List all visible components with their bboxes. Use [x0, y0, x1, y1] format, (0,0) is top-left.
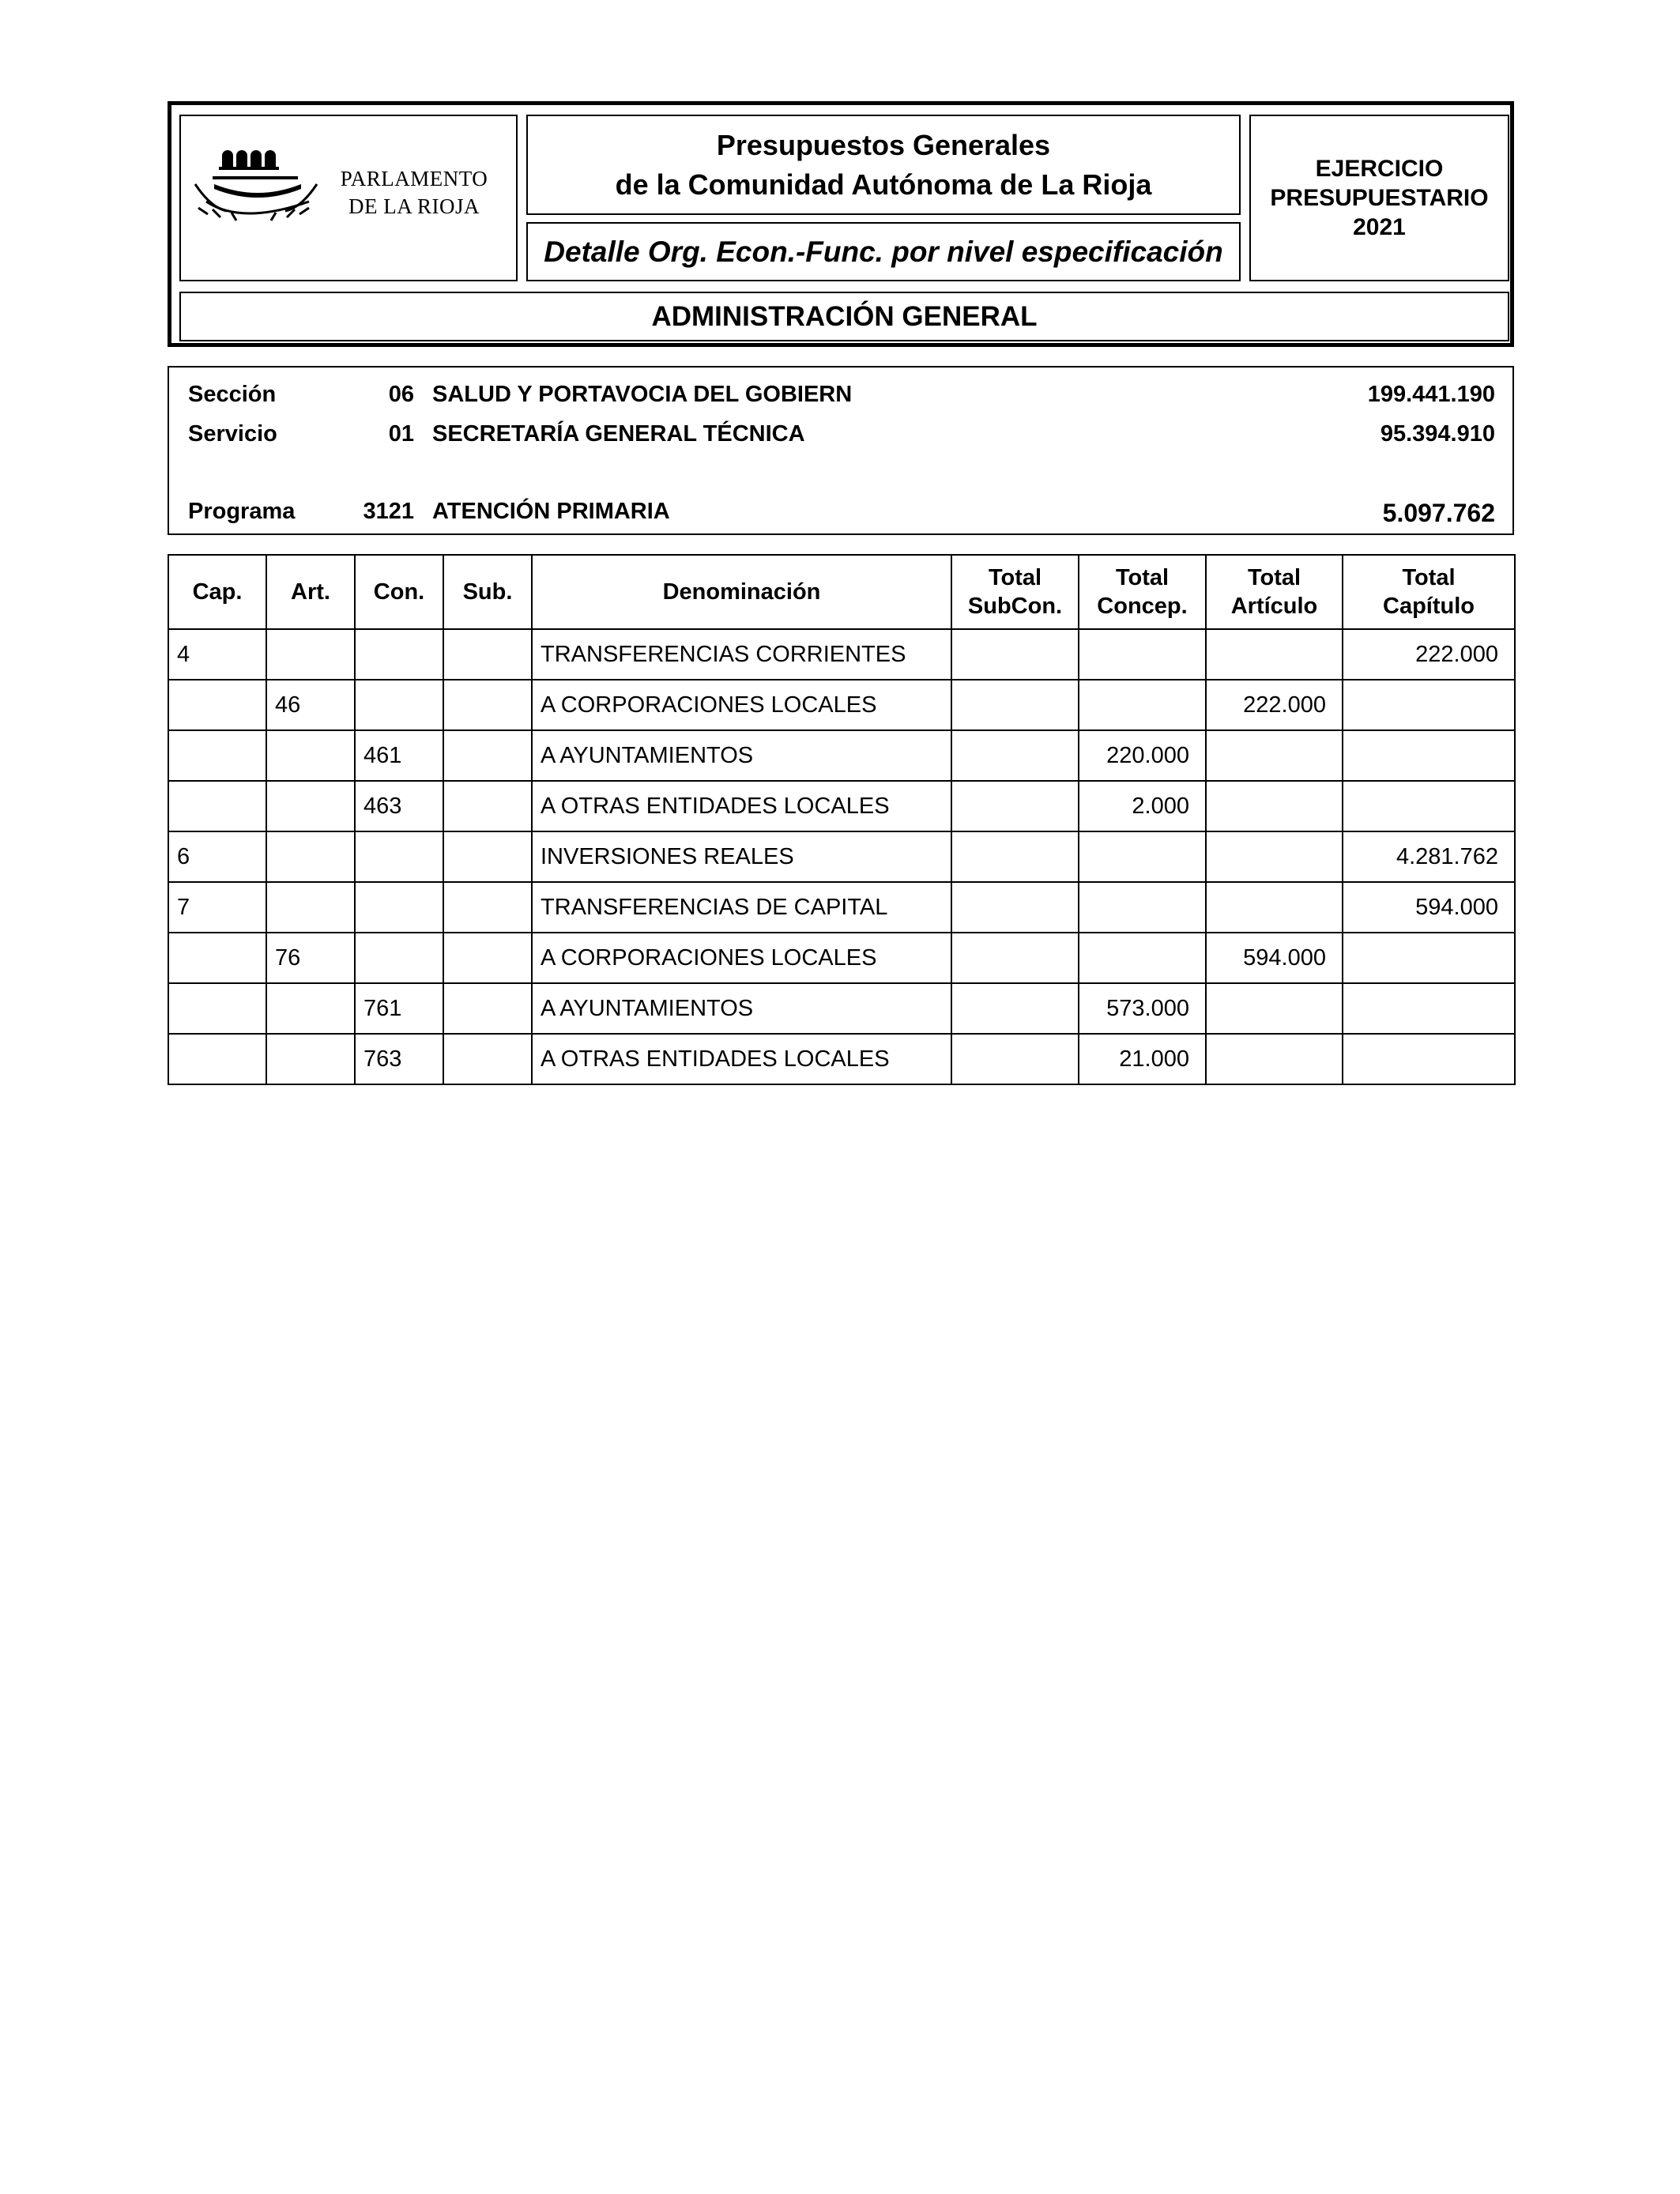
seccion-amount: 199.441.190: [1367, 382, 1495, 407]
ejercicio-year: 2021: [1353, 214, 1406, 240]
cell-total-subcon: [951, 831, 1079, 882]
seccion-name: SALUD Y PORTAVOCIA DEL GOBIERN: [432, 382, 853, 407]
cell-total-capitulo: [1343, 1034, 1515, 1084]
cell-art: [266, 781, 355, 831]
cell-total-concep: [1079, 831, 1206, 882]
document-header: [168, 101, 1514, 347]
cell-total-subcon: [951, 983, 1079, 1034]
table-header-row: [168, 555, 1515, 629]
seccion-code: 06: [388, 382, 414, 407]
cell-denominacion: A AYUNTAMIENTOS: [532, 730, 951, 781]
cell-denominacion: A AYUNTAMIENTOS: [532, 983, 951, 1034]
cell-total-articulo: [1206, 1034, 1343, 1084]
title-line1: Presupuestos Generales: [716, 128, 1051, 161]
col-header-total-concep: [1079, 555, 1206, 629]
table-row: [168, 629, 1515, 680]
cell-con: [355, 882, 443, 933]
cell-total-capitulo: [1343, 730, 1515, 781]
cell-art: 76: [266, 933, 355, 983]
cell-denominacion: TRANSFERENCIAS CORRIENTES: [532, 629, 951, 680]
table-row: [168, 781, 1515, 831]
cell-con: [355, 933, 443, 983]
cell-total-capitulo: 4.281.762: [1343, 831, 1515, 882]
cell-con: 761: [355, 983, 443, 1034]
cell-sub: [443, 831, 532, 882]
cell-con: [355, 629, 443, 680]
org-info-box: [168, 366, 1514, 535]
document-subtitle: Detalle Org. Econ.-Func. por nivel especificación: [526, 222, 1241, 281]
cell-denominacion: A CORPORACIONES LOCALES: [532, 680, 951, 730]
table-row: [168, 933, 1515, 983]
cell-total-articulo: [1206, 629, 1343, 680]
header-line: Concep.: [1097, 594, 1188, 619]
cell-total-concep: [1079, 629, 1206, 680]
servicio-label: Servicio: [188, 421, 277, 447]
col-header-total-capitulo: [1343, 555, 1515, 629]
table-row: [168, 882, 1515, 933]
cell-sub: [443, 629, 532, 680]
cell-cap: [168, 730, 266, 781]
cell-total-subcon: [951, 933, 1079, 983]
cell-total-subcon: [951, 730, 1079, 781]
cell-total-concep: [1079, 933, 1206, 983]
header-line: Artículo: [1230, 594, 1318, 619]
header-line: Total: [1402, 565, 1456, 590]
cell-con: 461: [355, 730, 443, 781]
cell-total-subcon: [951, 680, 1079, 730]
cell-cap: [168, 1034, 266, 1084]
cell-total-subcon: [951, 629, 1079, 680]
seccion-row: [169, 382, 1512, 413]
cell-cap: [168, 781, 266, 831]
cell-sub: [443, 730, 532, 781]
cell-total-articulo: [1206, 882, 1343, 933]
presupuestario-label: PRESUPUESTARIO: [1270, 185, 1489, 211]
cell-cap: [168, 680, 266, 730]
cell-total-articulo: [1206, 781, 1343, 831]
cell-total-concep: [1079, 882, 1206, 933]
cell-denominacion: A CORPORACIONES LOCALES: [532, 933, 951, 983]
col-header-con: Con.: [355, 555, 443, 629]
cell-total-concep: 2.000: [1079, 781, 1206, 831]
cell-con: 463: [355, 781, 443, 831]
ejercicio-panel: [1249, 115, 1509, 281]
programa-code: 3121: [363, 499, 414, 524]
servicio-amount: 95.394.910: [1380, 421, 1495, 447]
col-header-cap: Cap.: [168, 555, 266, 629]
table-row: [168, 1034, 1515, 1084]
cell-cap: [168, 933, 266, 983]
cell-total-capitulo: 594.000: [1343, 882, 1515, 933]
cell-total-articulo: 594.000: [1206, 933, 1343, 983]
cell-total-articulo: [1206, 983, 1343, 1034]
servicio-row: [169, 421, 1512, 453]
cell-denominacion: TRANSFERENCIAS DE CAPITAL: [532, 882, 951, 933]
cell-denominacion: A OTRAS ENTIDADES LOCALES: [532, 781, 951, 831]
parlamento-name: [319, 165, 509, 221]
cell-total-capitulo: [1343, 933, 1515, 983]
parlamento-name-line1: PARLAMENTO: [340, 167, 488, 190]
cell-total-capitulo: [1343, 680, 1515, 730]
administracion-banner: ADMINISTRACIÓN GENERAL: [179, 292, 1509, 341]
cell-sub: [443, 933, 532, 983]
cell-cap: 6: [168, 831, 266, 882]
cell-total-subcon: [951, 781, 1079, 831]
cell-art: [266, 629, 355, 680]
cell-con: [355, 831, 443, 882]
cell-art: [266, 983, 355, 1034]
ejercicio-label: EJERCICIO: [1315, 156, 1444, 182]
col-header-total-articulo: [1206, 555, 1343, 629]
parlamento-logo-icon: [190, 143, 325, 230]
servicio-name: SECRETARÍA GENERAL TÉCNICA: [432, 421, 805, 447]
cell-total-capitulo: 222.000: [1343, 629, 1515, 680]
cell-con: 763: [355, 1034, 443, 1084]
table-row: [168, 831, 1515, 882]
servicio-code: 01: [388, 421, 414, 447]
programa-name: ATENCIÓN PRIMARIA: [432, 499, 670, 524]
cell-total-articulo: [1206, 831, 1343, 882]
cell-total-articulo: [1206, 730, 1343, 781]
cell-art: 46: [266, 680, 355, 730]
parlamento-name-line2: DE LA RIOJA: [348, 194, 480, 218]
cell-sub: [443, 680, 532, 730]
header-line: Total: [1247, 565, 1301, 590]
table-row: [168, 730, 1515, 781]
col-header-denominacion: Denominación: [532, 555, 951, 629]
cell-art: [266, 882, 355, 933]
cell-total-concep: 220.000: [1079, 730, 1206, 781]
cell-art: [266, 1034, 355, 1084]
cell-art: [266, 730, 355, 781]
budget-detail-table: [168, 554, 1516, 1085]
col-header-sub: Sub.: [443, 555, 532, 629]
cell-sub: [443, 983, 532, 1034]
document-title: [526, 115, 1241, 215]
col-header-art: Art.: [266, 555, 355, 629]
col-header-total-subcon: [951, 555, 1079, 629]
cell-con: [355, 680, 443, 730]
cell-sub: [443, 781, 532, 831]
programa-label: Programa: [188, 499, 296, 524]
cell-art: [266, 831, 355, 882]
cell-cap: [168, 983, 266, 1034]
programa-row: [169, 499, 1512, 530]
cell-total-subcon: [951, 882, 1079, 933]
header-line: SubCon.: [967, 594, 1063, 619]
cell-total-concep: 21.000: [1079, 1034, 1206, 1084]
table-row: [168, 680, 1515, 730]
table-row: [168, 983, 1515, 1034]
cell-cap: 7: [168, 882, 266, 933]
seccion-label: Sección: [188, 382, 277, 407]
logo-panel: [179, 115, 518, 281]
cell-total-concep: 573.000: [1079, 983, 1206, 1034]
cell-cap: 4: [168, 629, 266, 680]
header-line: Total: [988, 565, 1042, 590]
cell-total-subcon: [951, 1034, 1079, 1084]
cell-total-capitulo: [1343, 781, 1515, 831]
title-line2: de la Comunidad Autónoma de La Rioja: [615, 168, 1152, 201]
programa-amount: 5.097.762: [1382, 499, 1495, 527]
cell-total-articulo: 222.000: [1206, 680, 1343, 730]
header-line: Total: [1115, 565, 1170, 590]
cell-denominacion: A OTRAS ENTIDADES LOCALES: [532, 1034, 951, 1084]
header-line: Capítulo: [1383, 594, 1475, 619]
cell-sub: [443, 1034, 532, 1084]
cell-sub: [443, 882, 532, 933]
cell-denominacion: INVERSIONES REALES: [532, 831, 951, 882]
cell-total-concep: [1079, 680, 1206, 730]
cell-total-capitulo: [1343, 983, 1515, 1034]
